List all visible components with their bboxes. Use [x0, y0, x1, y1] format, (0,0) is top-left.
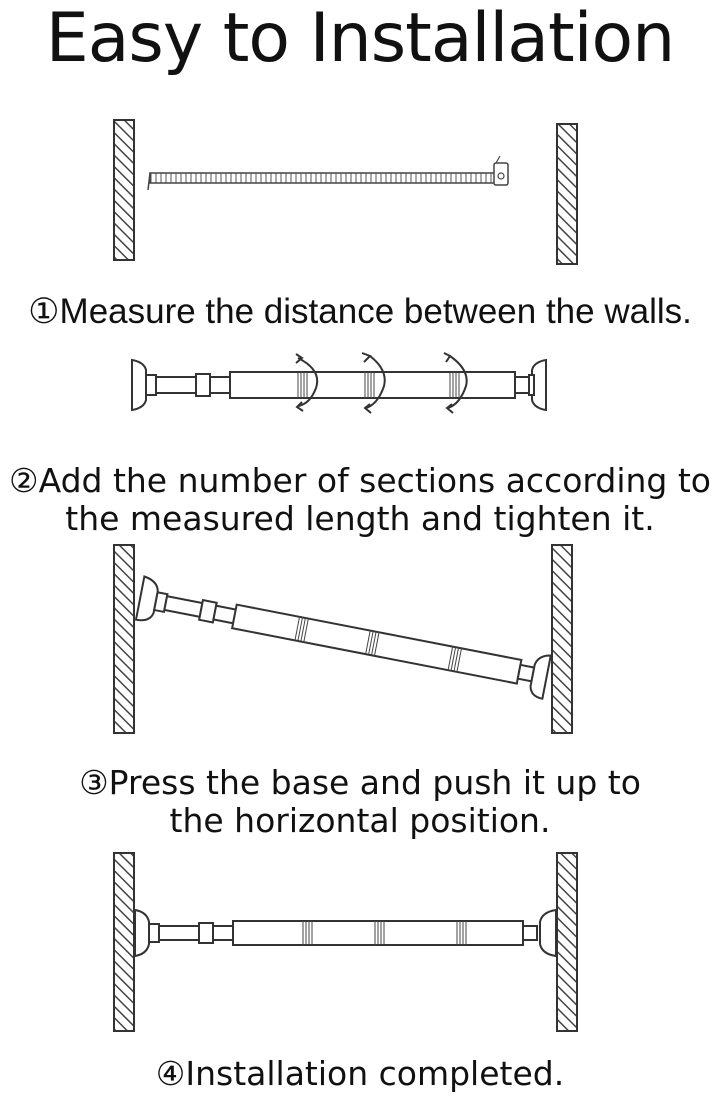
step-2-text	[0, 462, 720, 538]
page-title: Easy to Installation	[45, 0, 675, 78]
horizontal-rod	[135, 910, 556, 956]
step-3-line-2: the horizontal position.	[169, 801, 551, 840]
step-1-line-1: ①Measure the distance between the walls.	[28, 292, 692, 331]
step-2-line-1: ②Add the number of sections according to	[8, 461, 711, 500]
step-1-text	[0, 290, 720, 334]
measure-illustration	[0, 110, 720, 270]
left-wall	[114, 545, 134, 733]
left-wall	[114, 853, 134, 1031]
right-wall	[557, 124, 577, 264]
installed-rod-illustration	[0, 848, 720, 1038]
right-wall	[557, 853, 577, 1031]
left-wall	[114, 120, 134, 260]
tilted-rod	[136, 576, 551, 698]
assemble-rod-illustration	[0, 350, 720, 420]
step-3-line-1: ③Press the base and push it up to	[79, 763, 641, 802]
tape-measure-icon	[148, 156, 508, 190]
step-4-line-1: ④Installation completed.	[155, 1054, 565, 1093]
step-3-text	[0, 764, 720, 840]
step-4-text	[0, 1054, 720, 1094]
step-2-line-2: the measured length and tighten it.	[65, 499, 655, 538]
right-wall	[552, 545, 572, 733]
press-base-illustration	[0, 540, 720, 740]
telescopic-rod	[132, 360, 546, 410]
